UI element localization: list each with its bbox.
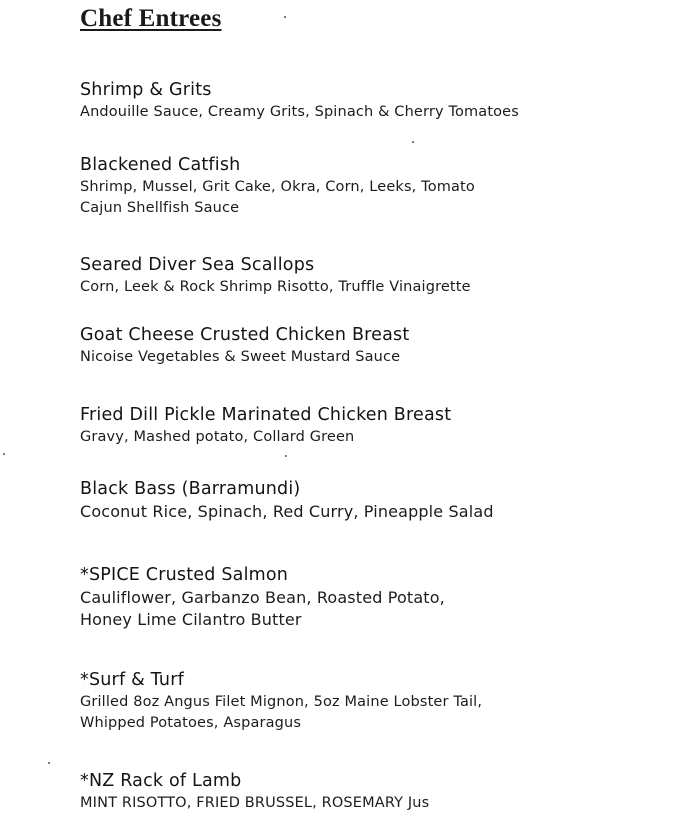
item-description: Corn, Leek & Rock Shrimp Risotto, Truffle Vinaigrette [80,279,471,295]
item-name: Goat Cheese Crusted Chicken Breast [80,325,410,345]
menu-item-dill-pickle-chicken [80,403,451,448]
menu-item-spice-salmon [80,563,445,631]
menu-item-surf-turf [80,668,482,734]
item-description: Honey Lime Cilantro Butter [80,610,302,629]
menu-item-shrimp-grits [80,78,519,123]
item-name: *Surf & Turf [80,670,184,690]
item-description: Grilled 8oz Angus Filet Mignon, 5oz Maine Lobster Tail, [80,694,483,710]
item-name: *SPICE Crusted Salmon [80,565,289,585]
menu-item-seared-scallops [80,253,471,298]
scan-speck [285,455,287,457]
item-name: Fried Dill Pickle Marinated Chicken Breast [80,405,452,425]
menu-item-black-bass [80,477,494,523]
item-description: Whipped Potatoes, Asparagus [80,715,302,731]
item-name: Blackened Catfish [80,155,241,175]
scan-speck [3,453,5,455]
item-description: Nicoise Vegetables & Sweet Mustard Sauce [80,349,401,365]
item-description: Gravy, Mashed potato, Collard Green [80,429,355,445]
menu-item-rack-of-lamb [80,769,429,814]
item-name: Shrimp & Grits [80,80,212,100]
item-description: Cajun Shellfish Sauce [80,200,240,216]
scan-speck [48,762,50,764]
item-description: Coconut Rice, Spinach, Red Curry, Pineapple Salad [80,502,494,521]
item-description: Cauliflower, Garbanzo Bean, Roasted Potato, [80,588,445,607]
item-name: *NZ Rack of Lamb [80,771,242,791]
menu-item-blackened-catfish [80,153,475,219]
item-description: Andouille Sauce, Creamy Grits, Spinach & Cherry Tomatoes [80,104,519,120]
scan-speck [412,141,414,143]
item-description: MINT RISOTTO, FRIED BRUSSEL, ROSEMARY Jus [80,795,430,811]
scan-speck [284,16,286,18]
menu-item-goat-cheese-chicken [80,323,409,368]
item-name: Seared Diver Sea Scallops [80,255,315,275]
item-name: Black Bass (Barramundi) [80,479,301,499]
item-description: Shrimp, Mussel, Grit Cake, Okra, Corn, Leeks, Tomato [80,179,475,195]
page-title: Chef Entrees [80,5,222,32]
